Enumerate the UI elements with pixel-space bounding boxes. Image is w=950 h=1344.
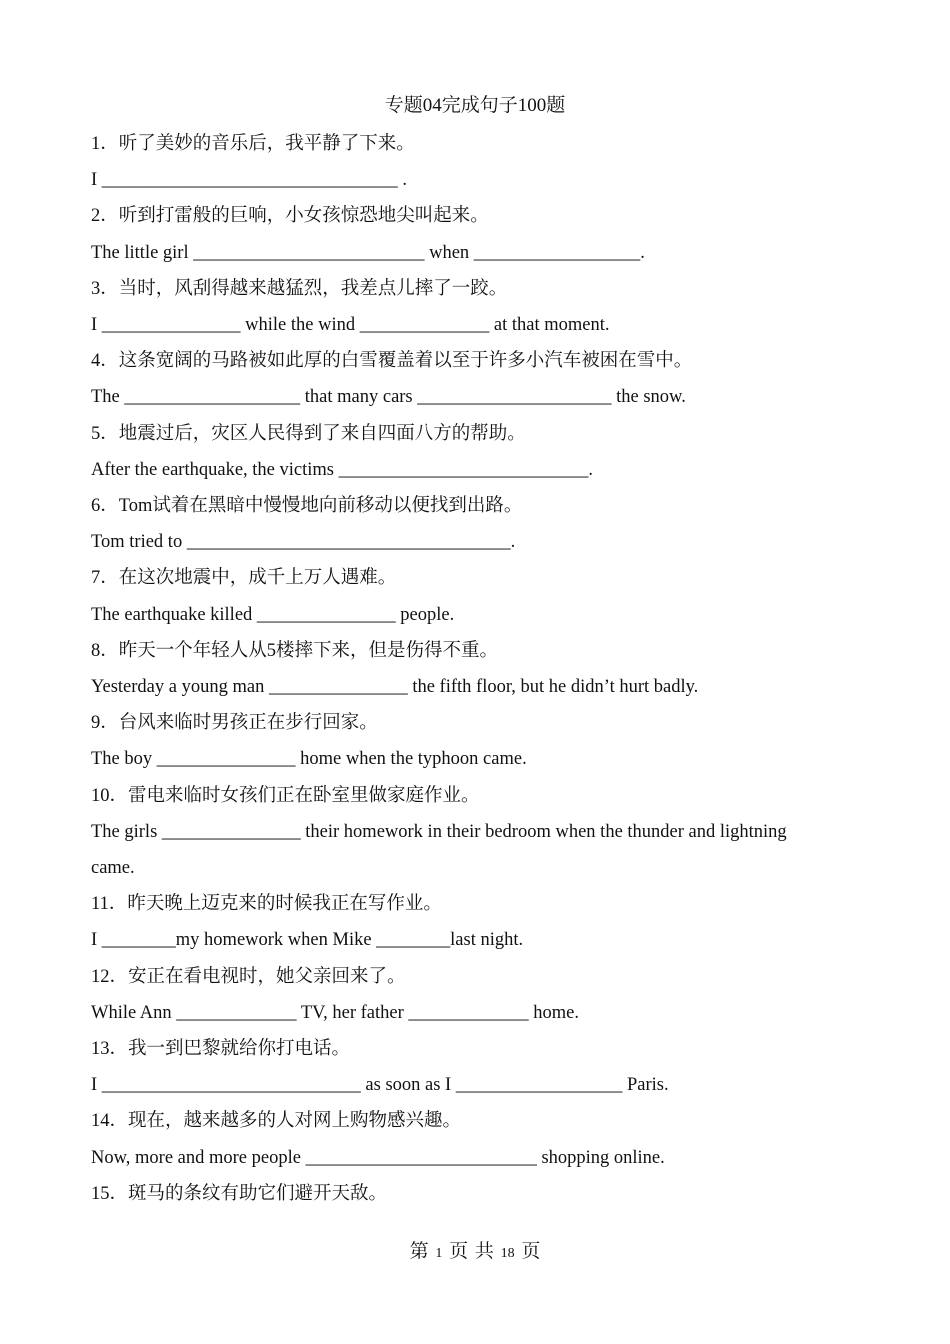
footer-total-pages: 18	[500, 1246, 515, 1261]
answer-line: Tom tried to ___________________________________.	[91, 532, 516, 553]
question-prompt: 5．地震过后，灾区人民得到了来自四面八方的帮助。	[91, 423, 526, 444]
answer-line: The ___________________ that many cars _____________________ the snow.	[91, 387, 686, 408]
question-prompt: 7．在这次地震中，成千上万人遇难。	[91, 568, 397, 589]
question-prompt: 15．斑马的条纹有助它们避开天敌。	[91, 1183, 388, 1204]
answer-line: I ________my homework when Mike ________last night.	[91, 930, 524, 951]
question-prompt: 4．这条宽阔的马路被如此厚的白雪覆盖着以至于许多小汽车被困在雪中。	[91, 351, 693, 372]
footer-middle: 页 共	[449, 1241, 494, 1262]
page-footer	[0, 1238, 950, 1268]
answer-line: I ________________________________ .	[91, 170, 408, 191]
answer-line: Now, more and more people _________________________ shopping online.	[91, 1147, 665, 1168]
question-prompt: 6．Tom试着在黑暗中慢慢地向前移动以便找到出路。	[91, 496, 523, 517]
question-list	[91, 126, 831, 1212]
answer-line: I _______________ while the wind ______________ at that moment.	[91, 315, 610, 336]
question-prompt: 13．我一到巴黎就给你打电话。	[91, 1039, 351, 1060]
question-prompt: 1．听了美妙的音乐后，我平静了下来。	[91, 134, 415, 154]
question-prompt: 8．昨天一个年轻人从5楼摔下来，但是伤得不重。	[91, 640, 499, 661]
question-prompt: 3．当时，风刮得越来越猛烈，我差点儿摔了一跤。	[91, 278, 508, 299]
answer-line: While Ann _____________ TV, her father _____________ home.	[91, 1002, 579, 1023]
answer-line: After the earthquake, the victims ___________________________.	[91, 459, 593, 480]
question-prompt: 12．安正在看电视时，她父亲回来了。	[91, 966, 406, 987]
question-prompt: 2．听到打雷般的巨响，小女孩惊恐地尖叫起来。	[91, 206, 489, 227]
footer-suffix: 页	[521, 1241, 541, 1262]
question-prompt: 11．昨天晚上迈克来的时候我正在写作业。	[91, 894, 442, 915]
answer-line: The girls _______________ their homework in their bedroom when the thunder and lightning came.	[91, 821, 792, 879]
answer-line: The little girl _________________________ when __________________.	[91, 242, 645, 263]
answer-line: The earthquake killed _______________ people.	[91, 604, 455, 625]
answer-line: The boy _______________ home when the typhoon came.	[91, 749, 527, 770]
answer-line: Yesterday a young man _______________ the fifth floor, but he didn’t hurt badly.	[91, 677, 699, 698]
question-prompt: 14．现在，越来越多的人对网上购物感兴趣。	[91, 1111, 462, 1132]
footer-prefix: 第	[409, 1241, 429, 1262]
footer-page-number: 1	[435, 1246, 443, 1261]
page-title: 专题04完成句子100题	[384, 95, 566, 116]
answer-line: I ____________________________ as soon as I __________________ Paris.	[91, 1075, 669, 1096]
question-prompt: 10．雷电来临时女孩们正在卧室里做家庭作业。	[91, 785, 480, 806]
question-prompt: 9．台风来临时男孩正在步行回家。	[91, 713, 378, 734]
